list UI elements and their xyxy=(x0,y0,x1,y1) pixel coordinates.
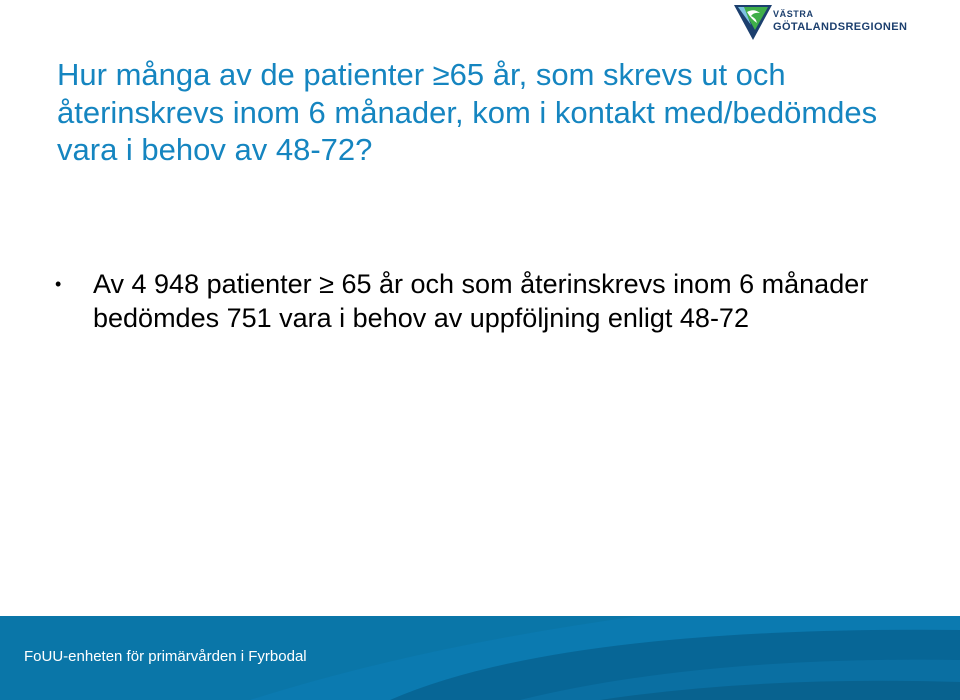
logo-text-vastra: VÄSTRA xyxy=(773,9,814,19)
footer-organization-name: FoUU-enheten för primärvården i Fyrbodal xyxy=(24,648,307,665)
region-emblem-icon xyxy=(734,4,772,42)
slide-title: Hur många av de patienter ≥65 år, som skrevs ut och återinskrevs inom 6 månader, kom i kontakt med/bedömdes vara i behov av 48-72? xyxy=(57,57,878,167)
logo-text-gotalandsregionen: GÖTALANDSREGIONEN xyxy=(773,21,908,33)
bullet-text: Av 4 948 patienter ≥ 65 år och som återinskrevs inom 6 månader bedömdes 751 vara i behov av uppföljning enligt 48-72 xyxy=(93,269,869,333)
bullet-item xyxy=(55,267,915,335)
footer-bar xyxy=(0,616,960,700)
vastra-gotalandsregionen-logo xyxy=(734,4,914,42)
bullet-list xyxy=(55,267,915,335)
bullet-dot-icon: • xyxy=(55,274,62,294)
